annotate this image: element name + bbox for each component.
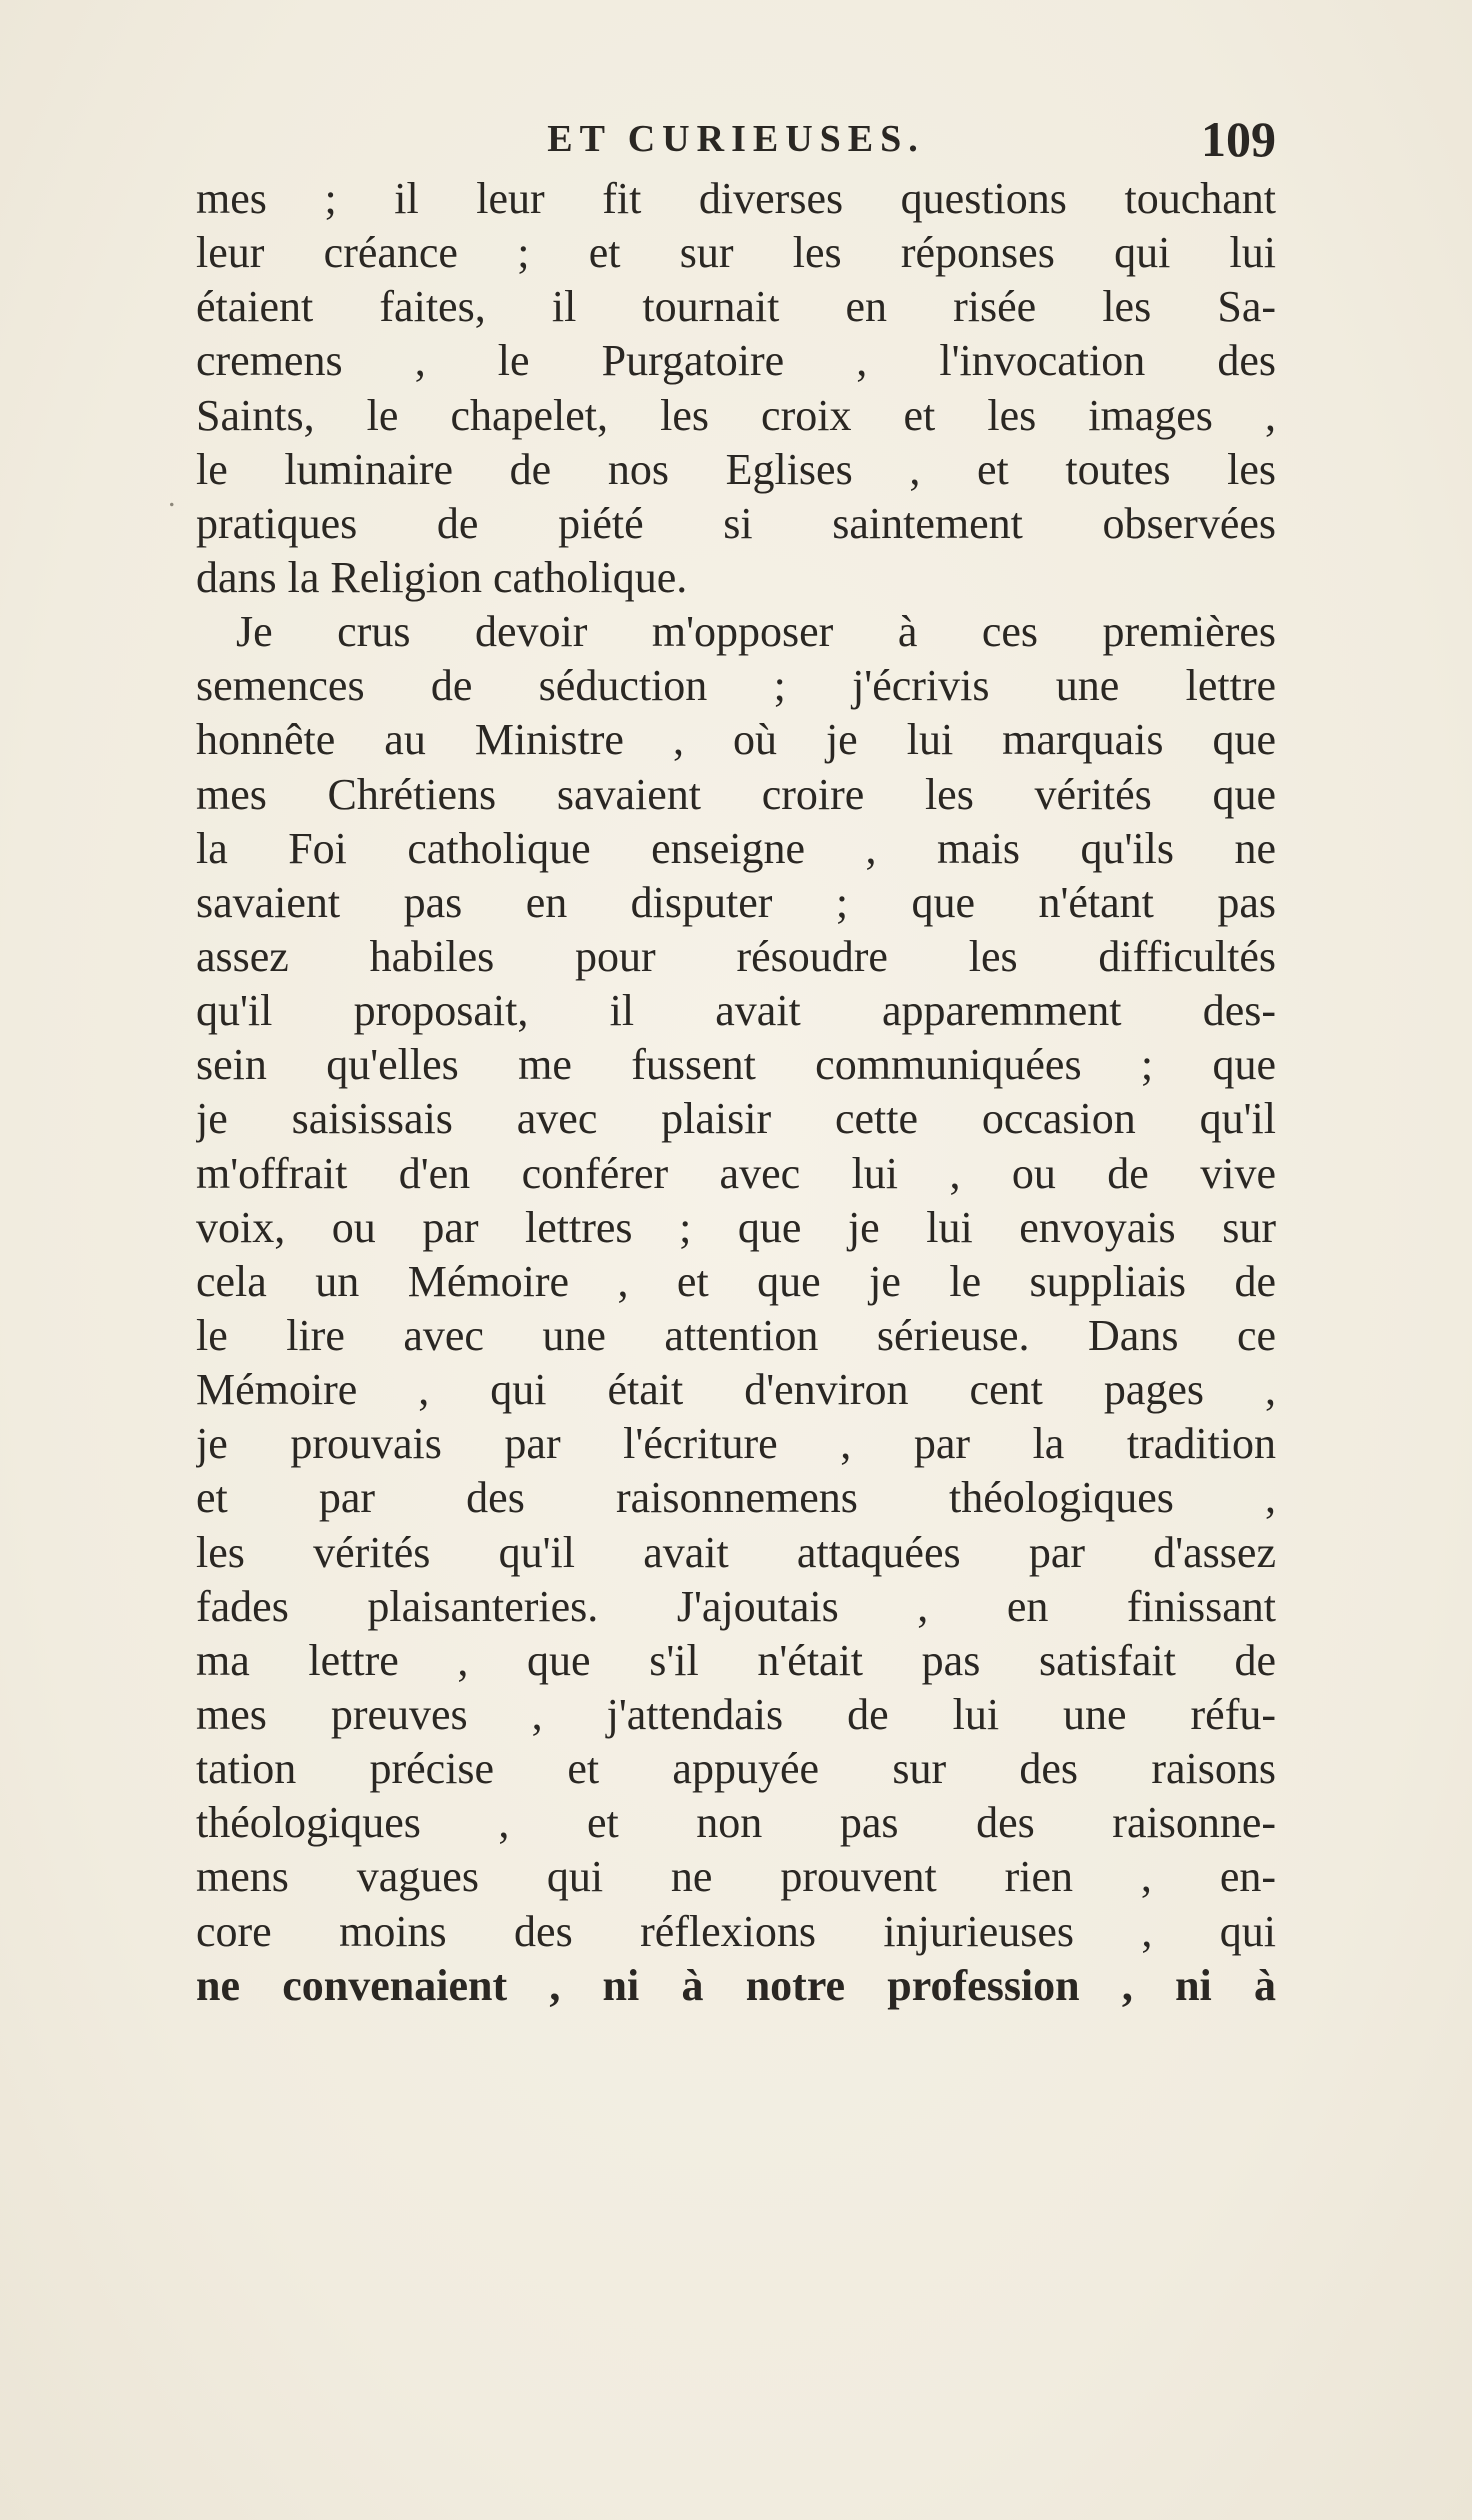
text-line: qu'il proposait, il avait apparemment des- [196,986,1276,1036]
text-line: et par des raisonnemens théologiques , [196,1473,1276,1523]
text-line: mes ; il leur fit diverses questions touchant [196,174,1276,223]
text-line: m'offrait d'en conférer avec lui , ou de vive [196,1148,1276,1198]
text-line: assez habiles pour résoudre les difficultés [196,931,1276,981]
text-line: Saints, le chapelet, les croix et les images , [196,390,1276,440]
text-line: sein qu'elles me fussent communiquées ; que [196,1040,1276,1090]
text-line: la Foi catholique enseigne , mais qu'ils ne [196,823,1276,873]
page-header [196,104,1276,174]
text-line: je prouvais par l'écriture , par la tradition [196,1419,1276,1469]
text-line: mens vagues qui ne prouvent rien , en- [196,1852,1276,1902]
text-line: leur créance ; et sur les réponses qui lui [196,228,1276,278]
text-line: les vérités qu'il avait attaquées par d'assez [196,1527,1276,1577]
text-line: théologiques , et non pas des raisonne- [196,1798,1276,1848]
text-line: ne convenaient , ni à notre profession , ni à [196,1960,1276,2010]
text-line: le luminaire de nos Eglises , et toutes les [196,444,1276,494]
text-line: mes Chrétiens savaient croire les vérités que [196,769,1276,819]
text-line: pratiques de piété si saintement observées [196,498,1276,548]
text-line: tation précise et appuyée sur des raisons [196,1744,1276,1794]
text-line: cela un Mémoire , et que je le suppliais de [196,1256,1276,1306]
body-text [196,172,1276,2013]
text-line: honnête au Ministre , où je lui marquais que [196,715,1276,765]
text-line: voix, ou par lettres ; que je lui envoyais sur [196,1202,1276,1252]
text-line: core moins des réflexions injurieuses , qui [196,1906,1276,1956]
text-line: cremens , le Purgatoire , l'invocation des [196,336,1276,386]
text-line: ma lettre , que s'il n'était pas satisfait de [196,1635,1276,1685]
text-line: dans la Religion catholique. [196,552,688,602]
margin-speck: . [168,480,176,513]
text-line: mes preuves , j'attendais de lui une réfu- [196,1689,1276,1739]
text-line: semences de séduction ; j'écrivis une lettre [196,661,1276,711]
text-line: Je crus devoir m'opposer à ces premières [236,607,1276,657]
text-line: savaient pas en disputer ; que n'étant pas [196,877,1276,927]
page-number: 109 [1201,111,1276,167]
text-line: fades plaisanteries. J'ajoutais , en finissant [196,1581,1276,1631]
text-line: étaient faites, il tournait en risée les Sa- [196,282,1276,332]
text-line: le lire avec une attention sérieuse. Dans ce [196,1310,1276,1360]
running-head: ET CURIEUSES. [547,118,925,160]
text-line: je saisissais avec plaisir cette occasion qu'il [196,1094,1276,1144]
text-line: Mémoire , qui était d'environ cent pages , [196,1365,1276,1415]
